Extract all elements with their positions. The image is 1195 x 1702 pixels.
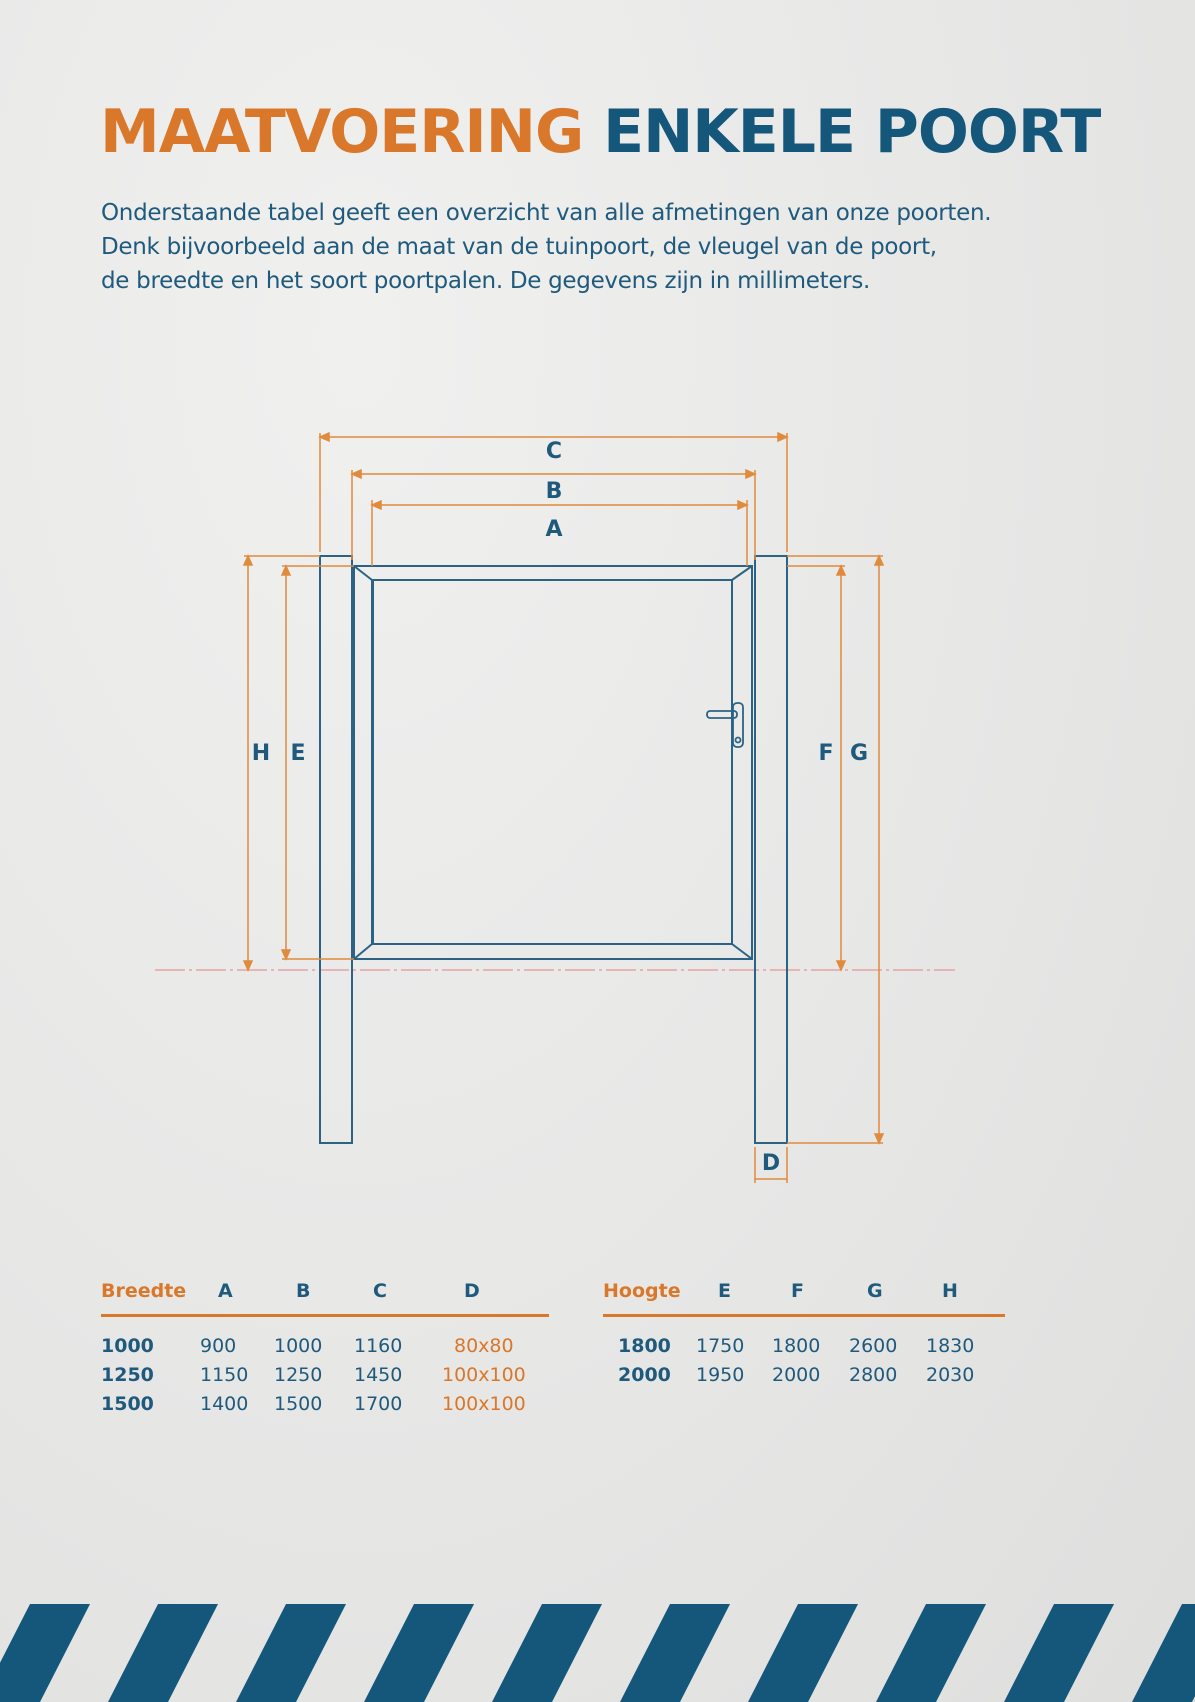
table-row: 1800 (618, 1335, 671, 1357)
diagonal-stripe-band (0, 1604, 1195, 1702)
table-row: 1000 (101, 1335, 154, 1357)
width-table-rule (101, 1314, 549, 1317)
table-cell: 1950 (696, 1364, 745, 1386)
height-table-rule (603, 1314, 1005, 1317)
right-post (755, 556, 787, 1143)
height-header-label: Hoogte (603, 1280, 681, 1302)
height-header-f: F (791, 1280, 804, 1302)
label-h: H (251, 741, 271, 766)
label-d: D (761, 1151, 781, 1176)
table-cell: 1400 (200, 1393, 249, 1415)
height-header-g: G (867, 1280, 883, 1302)
table-cell: 80x80 (454, 1335, 514, 1357)
table-cell: 100x100 (442, 1364, 526, 1386)
title-part-orange: MAATVOERING (100, 97, 584, 167)
table-cell: 1800 (772, 1335, 821, 1357)
table-cell: 2000 (772, 1364, 821, 1386)
table-row: 1250 (101, 1364, 154, 1386)
table-cell: 1750 (696, 1335, 745, 1357)
label-f: F (818, 741, 834, 766)
table-cell: 1700 (354, 1393, 403, 1415)
table-cell: 1250 (274, 1364, 323, 1386)
left-post (320, 556, 352, 1143)
table-cell: 2030 (926, 1364, 975, 1386)
width-header-label: Breedte (101, 1280, 187, 1302)
table-cell: 1160 (354, 1335, 403, 1357)
handle-icon (707, 703, 743, 747)
table-cell: 1450 (354, 1364, 403, 1386)
table-row: 2000 (618, 1364, 671, 1386)
table-cell: 2600 (849, 1335, 898, 1357)
label-c: C (545, 439, 563, 464)
table-row: 1500 (101, 1393, 154, 1415)
intro-line-3: de breedte en het soort poortpalen. De gegevens zijn in millimeters. (101, 268, 871, 294)
height-header-e: E (718, 1280, 731, 1302)
table-cell: 2800 (849, 1364, 898, 1386)
table-cell: 100x100 (442, 1393, 526, 1415)
intro-line-1: Onderstaande tabel geeft een overzicht van alle afmetingen van onze poorten. (101, 200, 992, 226)
label-e: E (290, 741, 306, 766)
width-header-a: A (218, 1280, 233, 1302)
intro-line-2: Denk bijvoorbeeld aan de maat van de tuinpoort, de vleugel van de poort, (101, 234, 937, 260)
table-cell: 1000 (274, 1335, 323, 1357)
table-cell: 1150 (200, 1364, 249, 1386)
title-part-blue: ENKELE POORT (603, 97, 1101, 167)
table-cell: 1830 (926, 1335, 975, 1357)
height-header-h: H (942, 1280, 958, 1302)
gate-leaf-outer (354, 566, 752, 959)
table-cell: 1500 (274, 1393, 323, 1415)
width-header-c: C (373, 1280, 387, 1302)
width-header-b: B (296, 1280, 311, 1302)
table-cell: 900 (200, 1335, 237, 1357)
label-b: B (545, 479, 563, 504)
label-a: A (545, 517, 563, 542)
width-header-d: D (464, 1280, 480, 1302)
gate-leaf-inner (372, 580, 732, 944)
label-g: G (849, 741, 869, 766)
